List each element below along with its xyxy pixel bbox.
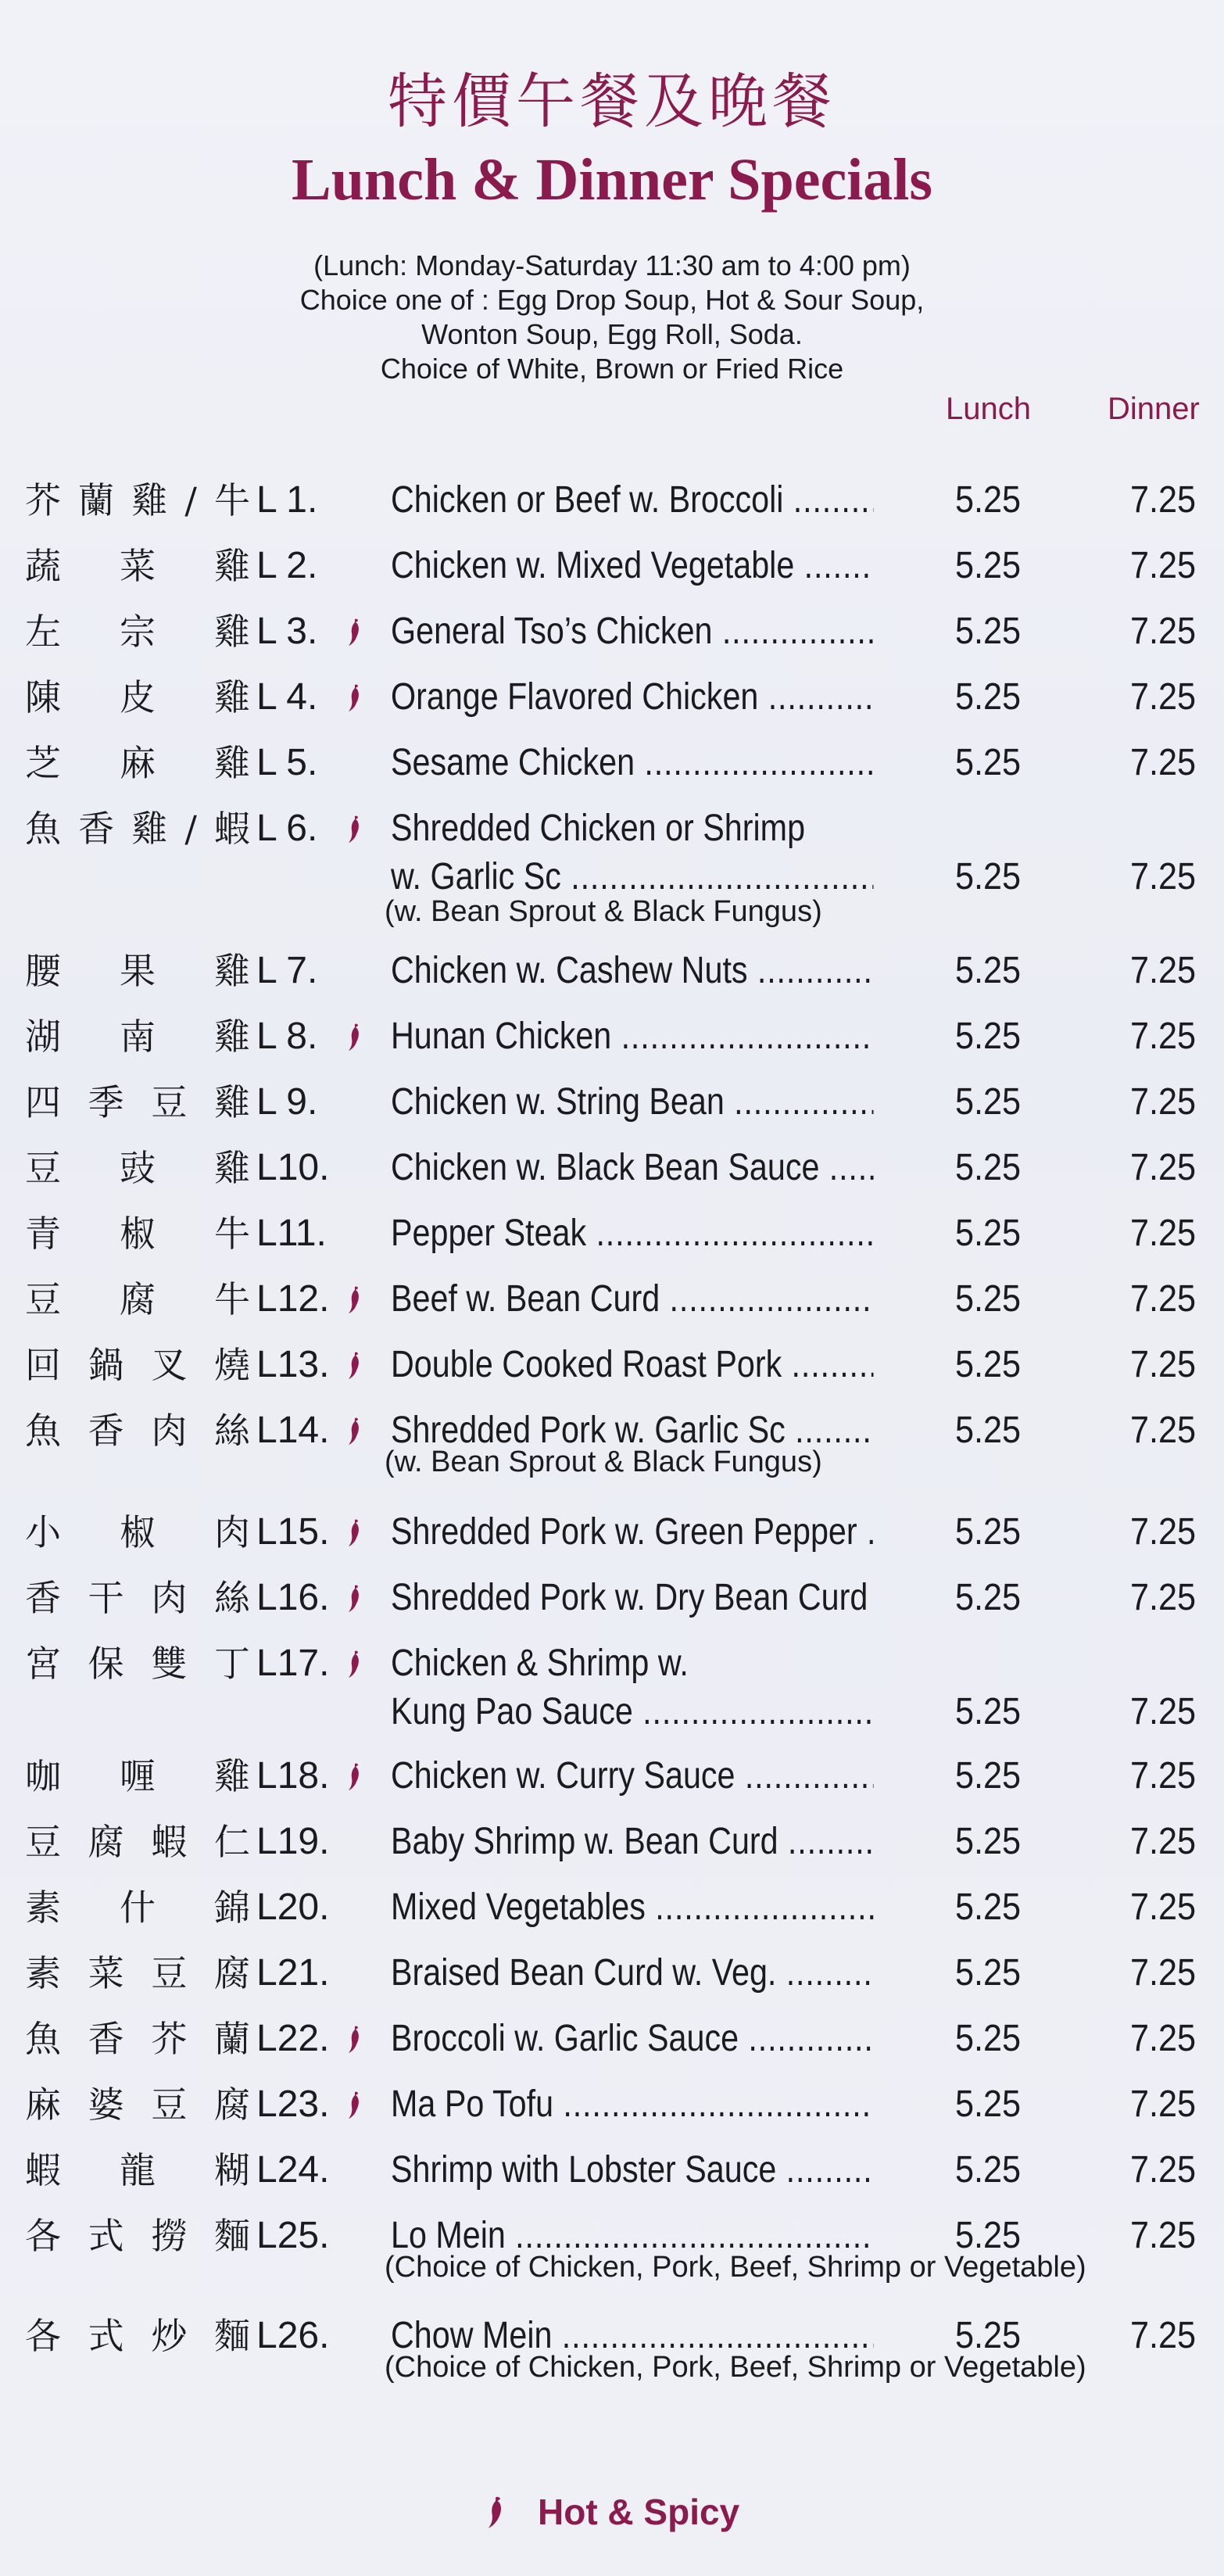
item-code: L17. (256, 1643, 330, 1684)
item-code: L 3. (256, 611, 318, 652)
lunch-price: 5.25 (955, 1577, 1022, 1618)
dinner-price: 7.25 (1130, 856, 1197, 897)
dinner-price: 7.25 (1130, 1691, 1197, 1732)
item-name: Pepper Steak ..... (391, 1201, 873, 1267)
item-chinese-name: 小 椒 肉 (25, 1511, 250, 1553)
chili-pepper-icon (485, 2495, 505, 2530)
chili-pepper-icon (346, 1417, 363, 1446)
dinner-price: 7.25 (1130, 1147, 1197, 1188)
item-name: Sesame Chicken ..... (391, 730, 873, 796)
chili-pepper-icon (346, 1285, 363, 1315)
item-note: (w. Bean Sprout & Black Fungus) (385, 1446, 822, 1478)
item-name: Chicken & Shrimp w. (391, 1643, 689, 1684)
item-chinese-name: 麻 婆 豆 腐 (25, 2083, 250, 2126)
lunch-price: 5.25 (955, 1344, 1022, 1385)
dinner-price: 7.25 (1130, 2083, 1197, 2125)
item-code: L25. (256, 2215, 330, 2256)
dinner-price: 7.25 (1130, 2215, 1197, 2256)
menu-item (0, 1565, 1224, 1631)
menu-item (0, 1940, 1224, 2006)
menu-item (0, 1004, 1224, 1069)
lunch-price: 5.25 (955, 1886, 1022, 1928)
intro-line: (Lunch: Monday-Saturday 11:30 am to 4:00 pm) (313, 249, 911, 281)
item-name: Shredded Pork w. Green Pepper ..... (391, 1499, 873, 1565)
item-code: L 4. (256, 676, 318, 718)
dinner-price: 7.25 (1130, 1577, 1197, 1618)
dinner-price: 7.25 (1130, 676, 1197, 718)
lunch-price: 5.25 (955, 1213, 1022, 1254)
item-chinese-name: 咖 喱 雞 (25, 1755, 250, 1797)
item-code: L 6. (256, 808, 318, 849)
menu-item (0, 730, 1224, 796)
menu-item (0, 1267, 1224, 1332)
item-chinese-name: 素 菜 豆 腐 (25, 1952, 250, 1994)
menu-item (0, 468, 1224, 533)
menu-item (0, 2137, 1224, 2203)
item-chinese-name: 各 式 撈 麵 (25, 2215, 250, 2257)
item-code: L24. (256, 2149, 330, 2191)
item-code: L 5. (256, 742, 318, 783)
item-name: Shredded Pork w. Dry Bean Curd ..... (391, 1565, 873, 1631)
chili-pepper-icon (346, 1351, 363, 1381)
dinner-price: 7.25 (1130, 479, 1197, 521)
item-code: L26. (256, 2315, 330, 2356)
menu-item (0, 1135, 1224, 1201)
item-code: L 1. (256, 479, 318, 521)
menu-item (0, 2303, 1224, 2384)
chili-pepper-icon (346, 1518, 363, 1548)
intro-text (0, 249, 1224, 386)
dinner-price: 7.25 (1130, 1344, 1197, 1385)
item-code: L19. (256, 1821, 330, 1862)
lunch-price: 5.25 (955, 479, 1022, 521)
menu-item (0, 1631, 1224, 1732)
dinner-price: 7.25 (1130, 1081, 1197, 1123)
item-name: Orange Flavored Chicken ..... (391, 665, 873, 730)
dinner-price: 7.25 (1130, 1511, 1197, 1553)
item-chinese-name: 各 式 炒 麵 (25, 2315, 250, 2357)
lunch-price: 5.25 (955, 742, 1022, 783)
dinner-price: 7.25 (1130, 2149, 1197, 2191)
item-name: Broccoli w. Garlic Sauce ..... (391, 2006, 873, 2072)
chili-pepper-icon (346, 2025, 363, 2055)
lunch-price: 5.25 (955, 2215, 1022, 2256)
dinner-price: 7.25 (1130, 545, 1197, 586)
menu-item (0, 1875, 1224, 1940)
item-name: Shrimp with Lobster Sauce ..... (391, 2137, 873, 2203)
item-chinese-name: 湖 南 雞 (25, 1016, 250, 1058)
item-chinese-name: 芝 麻 雞 (25, 742, 250, 784)
item-name: Shredded Pork w. Garlic Sc ..... (391, 1398, 873, 1464)
item-chinese-name: 芥 蘭 雞 / 牛 (25, 479, 250, 521)
dinner-price: 7.25 (1130, 1886, 1197, 1928)
item-chinese-name: 四 季 豆 雞 (25, 1081, 250, 1123)
lunch-price: 5.25 (955, 2083, 1022, 2125)
item-code: L11. (256, 1213, 327, 1254)
menu-item (0, 1743, 1224, 1809)
dinner-price: 7.25 (1130, 1213, 1197, 1254)
lunch-price: 5.25 (955, 1278, 1022, 1320)
lunch-price: 5.25 (955, 1952, 1022, 1994)
menu-item (0, 1398, 1224, 1478)
lunch-price: 5.25 (955, 545, 1022, 586)
menu-item (0, 2006, 1224, 2072)
lunch-price: 5.25 (955, 2149, 1022, 2191)
item-name: Chicken or Beef w. Broccoli ..... (391, 468, 873, 533)
dinner-price: 7.25 (1130, 1755, 1197, 1797)
item-code: L22. (256, 2018, 330, 2059)
item-chinese-name: 魚 香 雞 / 蝦 (25, 808, 250, 850)
chili-pepper-icon (346, 1584, 363, 1614)
chili-pepper-icon (346, 1762, 363, 1792)
item-name: Double Cooked Roast Pork ..... (391, 1332, 873, 1398)
item-note: (Choice of Chicken, Pork, Beef, Shrimp or Vegetable) (385, 2251, 1086, 2284)
chili-pepper-icon (346, 1023, 363, 1052)
menu-item (0, 1069, 1224, 1135)
lunch-price: 5.25 (955, 1511, 1022, 1553)
lunch-price: 5.25 (955, 950, 1022, 991)
column-header-lunch: Lunch (946, 392, 1031, 426)
dinner-price: 7.25 (1130, 950, 1197, 991)
lunch-price: 5.25 (955, 611, 1022, 652)
menu-item (0, 1809, 1224, 1875)
item-name: Baby Shrimp w. Bean Curd ..... (391, 1809, 873, 1875)
intro-line: Choice of White, Brown or Fried Rice (380, 353, 844, 385)
menu-item (0, 2072, 1224, 2137)
column-header-dinner: Dinner (1108, 392, 1200, 426)
item-chinese-name: 腰 果 雞 (25, 950, 250, 992)
item-name: Chicken w. Cashew Nuts ..... (391, 938, 873, 1004)
item-chinese-name: 蝦 龍 糊 (25, 2149, 250, 2191)
item-code: L15. (256, 1511, 330, 1553)
item-chinese-name: 回 鍋 叉 燒 (25, 1344, 250, 1386)
item-chinese-name: 左 宗 雞 (25, 611, 250, 653)
item-code: L16. (256, 1577, 330, 1618)
item-name: Mixed Vegetables ..... (391, 1875, 873, 1940)
menu-item (0, 938, 1224, 1004)
item-code: L18. (256, 1755, 330, 1797)
item-code: L10. (256, 1147, 330, 1188)
chili-pepper-icon (346, 618, 363, 647)
item-chinese-name: 宮 保 雙 丁 (25, 1643, 250, 1685)
item-name-continued: w. Garlic Sc ..... (391, 844, 873, 910)
intro-line: Choice one of : Egg Drop Soup, Hot & Sour Soup, (299, 284, 925, 316)
item-chinese-name: 青 椒 牛 (25, 1213, 250, 1255)
chili-pepper-icon (346, 815, 363, 844)
dinner-price: 7.25 (1130, 1278, 1197, 1320)
item-note: (w. Bean Sprout & Black Fungus) (385, 895, 822, 928)
item-code: L20. (256, 1886, 330, 1928)
menu-item (0, 1201, 1224, 1267)
menu-item (0, 1499, 1224, 1565)
item-name: Chicken w. Curry Sauce ..... (391, 1743, 873, 1809)
lunch-price: 5.25 (955, 2018, 1022, 2059)
lunch-price: 5.25 (955, 1081, 1022, 1123)
intro-line: Wonton Soup, Egg Roll, Soda. (421, 318, 803, 350)
menu-item (0, 599, 1224, 665)
chili-pepper-icon (346, 683, 363, 713)
chili-pepper-icon (346, 1650, 363, 1679)
item-name: Lo Mein ..... (391, 2203, 873, 2269)
item-name: Braised Bean Curd w. Veg. ..... (391, 1940, 873, 2006)
dinner-price: 7.25 (1130, 2018, 1197, 2059)
lunch-price: 5.25 (955, 676, 1022, 718)
lunch-price: 5.25 (955, 1755, 1022, 1797)
menu-item (0, 796, 1224, 928)
item-chinese-name: 陳 皮 雞 (25, 676, 250, 718)
item-code: L 7. (256, 950, 318, 991)
item-chinese-name: 魚 香 芥 蘭 (25, 2018, 250, 2060)
page-title: Lunch & Dinner Specials (292, 147, 932, 213)
lunch-price: 5.25 (955, 2315, 1022, 2356)
item-code: L14. (256, 1410, 330, 1451)
dinner-price: 7.25 (1130, 742, 1197, 783)
dinner-price: 7.25 (1130, 1952, 1197, 1994)
item-chinese-name: 香 干 肉 絲 (25, 1577, 250, 1619)
lunch-price: 5.25 (955, 1147, 1022, 1188)
item-chinese-name: 魚 香 肉 絲 (25, 1410, 250, 1452)
item-name: Chow Mein ..... (391, 2303, 873, 2369)
dinner-price: 7.25 (1130, 611, 1197, 652)
item-chinese-name: 豆 腐 牛 (25, 1278, 250, 1320)
lunch-price: 5.25 (955, 856, 1022, 897)
legend-label: Hot & Spicy (538, 2492, 740, 2532)
item-code: L 8. (256, 1016, 318, 1057)
item-code: L21. (256, 1952, 330, 1994)
item-code: L23. (256, 2083, 330, 2125)
item-chinese-name: 素 什 錦 (25, 1886, 250, 1929)
item-code: L13. (256, 1344, 330, 1385)
item-name: Chicken w. String Bean ..... (391, 1069, 873, 1135)
item-code: L 2. (256, 545, 318, 586)
menu-item (0, 533, 1224, 599)
menu-item (0, 2203, 1224, 2284)
item-code: L12. (256, 1278, 330, 1320)
item-name: Shredded Chicken or Shrimp (391, 808, 806, 849)
item-name-continued: Kung Pao Sauce ..... (391, 1679, 873, 1745)
dinner-price: 7.25 (1130, 1016, 1197, 1057)
dinner-price: 7.25 (1130, 1410, 1197, 1451)
item-chinese-name: 豆 腐 蝦 仁 (25, 1821, 250, 1863)
menu-item (0, 665, 1224, 730)
lunch-price: 5.25 (955, 1016, 1022, 1057)
page-title-chinese: 特價午餐及晚餐 (388, 66, 836, 136)
lunch-price: 5.25 (955, 1821, 1022, 1862)
lunch-price: 5.25 (955, 1691, 1022, 1732)
dinner-price: 7.25 (1130, 1821, 1197, 1862)
item-name: Beef w. Bean Curd ..... (391, 1267, 873, 1332)
lunch-price: 5.25 (955, 1410, 1022, 1451)
item-name: Chicken w. Black Bean Sauce ..... (391, 1135, 873, 1201)
item-chinese-name: 蔬 菜 雞 (25, 545, 250, 587)
item-chinese-name: 豆 豉 雞 (25, 1147, 250, 1189)
dinner-price: 7.25 (1130, 2315, 1197, 2356)
item-name: Ma Po Tofu ..... (391, 2072, 873, 2137)
chili-pepper-icon (346, 2091, 363, 2120)
menu-item (0, 1332, 1224, 1398)
item-note: (Choice of Chicken, Pork, Beef, Shrimp or Vegetable) (385, 2351, 1086, 2384)
item-name: Hunan Chicken ..... (391, 1004, 873, 1069)
item-code: L 9. (256, 1081, 318, 1123)
item-name: General Tso’s Chicken ..... (391, 599, 873, 665)
item-name: Chicken w. Mixed Vegetable ..... (391, 533, 873, 599)
